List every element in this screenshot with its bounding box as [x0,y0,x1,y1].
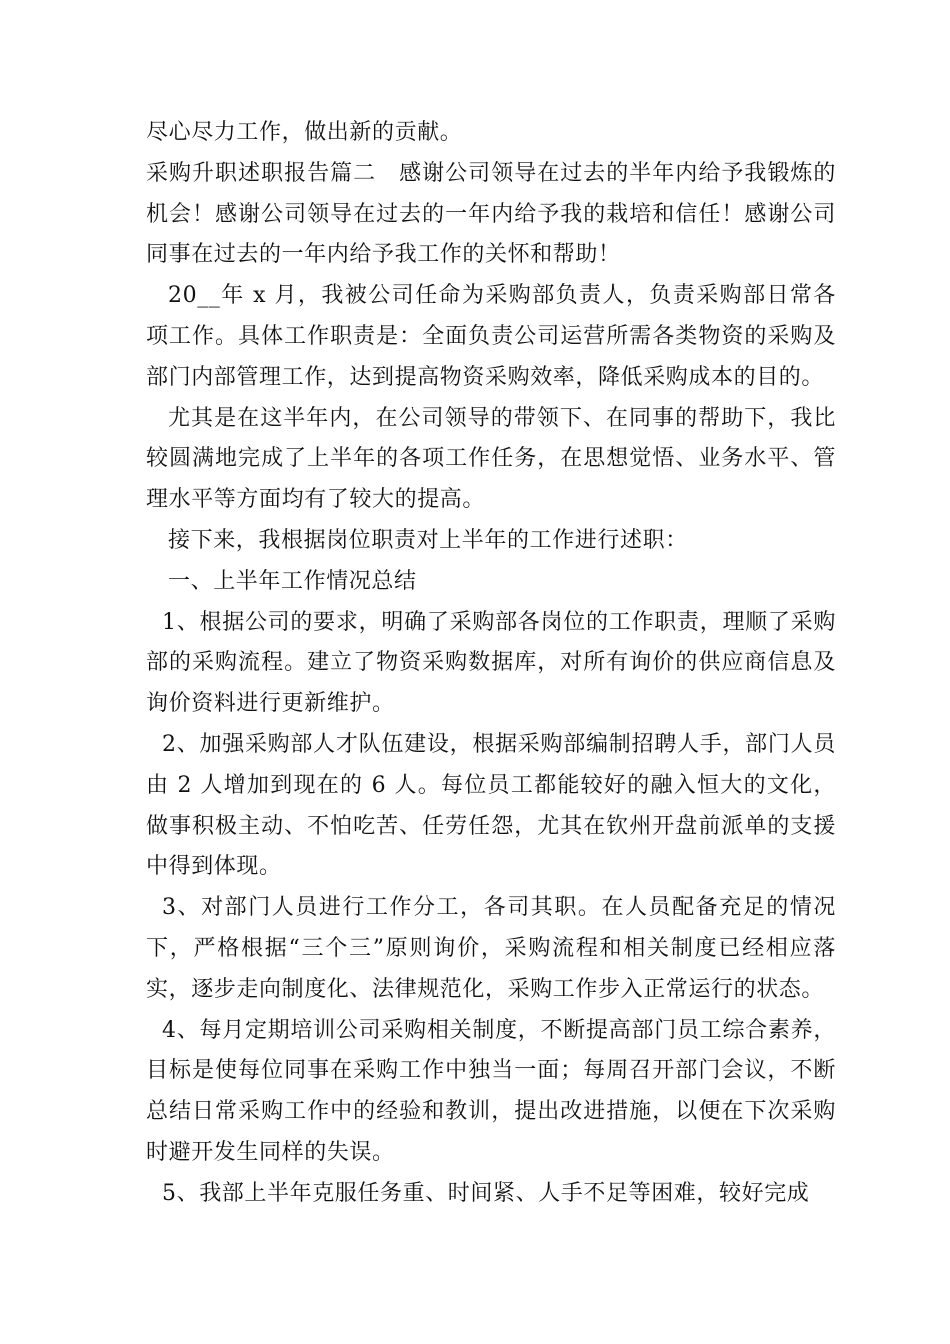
list-item-1: 1、根据公司的要求，明确了采购部各岗位的工作职责，理顺了采购部的采购流程。建立了物资采购数据库，对所有询价的供应商信息及询价资料进行更新维护。 [146,609,836,717]
paragraph-intro-report: 接下来，我根据岗位职责对上半年的工作进行述职： [168,527,688,553]
paragraph-half-year-summary: 尤其是在这半年内，在公司领导的带领下、在同事的帮助下，我比较圆满地完成了上半年的各项工作任务，在思想觉悟、业务水平、管理水平等方面均有了较大的提高。 [146,405,836,513]
list-item-4: 4、每月定期培训公司采购相关制度，不断提高部门员工综合素养，目标是使每位同事在采购工作中独当一面；每周召开部门会议，不断总结日常采购工作中的经验和教训，提出改进措施，以便在下次采购时避开发生同样的失误。 [146,1017,836,1165]
document-body [146,113,836,1215]
paragraph-report-title-thanks: 采购升职述职报告篇二 感谢公司领导在过去的半年内给予我锻炼的机会！感谢公司领导在过去的一年内给予我的栽培和信任！感谢公司同事在过去的一年内给予我工作的关怀和帮助！ [146,160,836,268]
section-heading-work-summary: 一、上半年工作情况总结 [168,568,417,594]
list-item-3: 3、对部门人员进行工作分工，各司其职。在人员配备充足的情况下，严格根据“三个三”原则询价，采购流程和相关制度已经相应落实，逐步走向制度化、法律规范化，采购工作步入正常运行的状态。 [146,895,836,1002]
paragraph-appointment: 20__年 x 月，我被公司任命为采购部负责人，负责采购部日常各项工作。具体工作职责是：全面负责公司运营所需各类物资的采购及部门内部管理工作，达到提高物资采购效率，降低采购成本的目的。 [146,283,836,390]
list-item-2: 2、加强采购部人才队伍建设，根据采购部编制招聘人手，部门人员由 2 人增加到现在的 6 人。每位员工都能较好的融入恒大的文化，做事积极主动、不怕吃苦、任劳任怨，尤其在钦州开盘前派单的支援中得到体现。 [146,731,836,880]
paragraph-closing-line: 尽心尽力工作，做出新的贡献。 [146,120,463,145]
list-item-5: 5、我部上半年克服任务重、时间紧、人手不足等困难，较好完成 [162,1180,810,1206]
